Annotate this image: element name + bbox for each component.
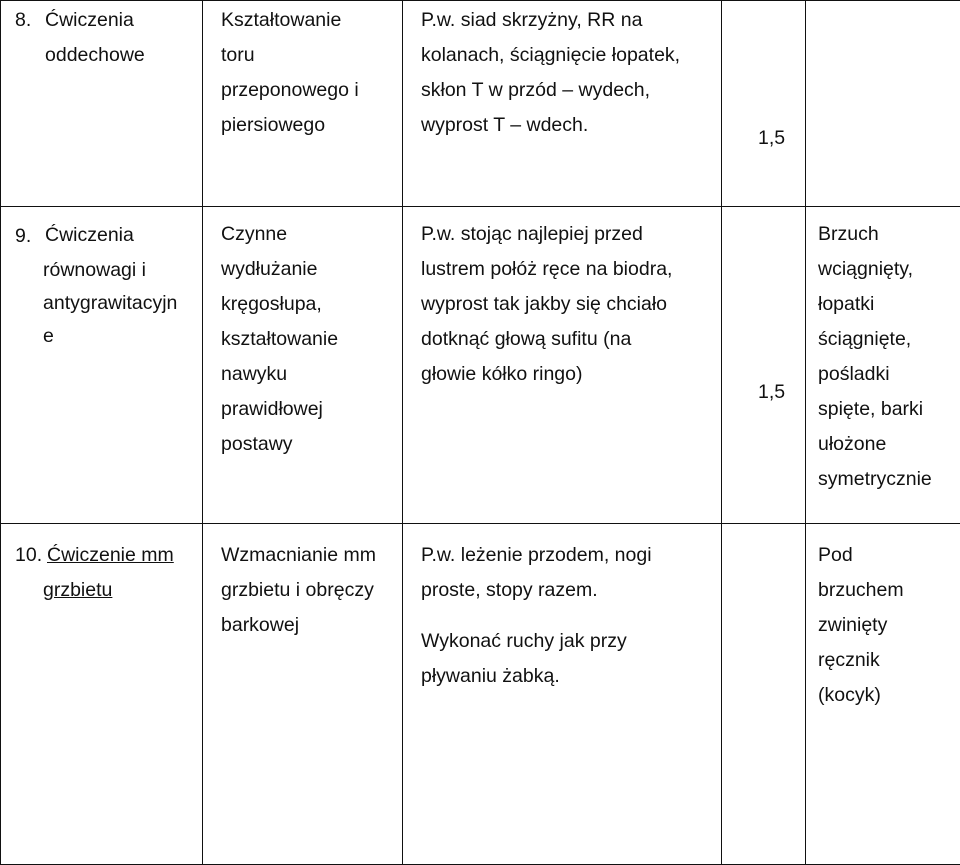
goal-line: kręgosłupa, [221,287,390,322]
exercise-description-cell [403,524,722,865]
exercise-title-cell [1,1,203,207]
note-line: zwinięty [818,608,948,643]
exercise-goal-cell [203,524,403,865]
goal-line: barkowej [221,608,390,643]
exercise-description-cell [403,1,722,207]
title-line: Ćwiczenia [45,3,190,38]
table-row [1,1,960,207]
title-line: Ćwiczenia [45,219,190,252]
note-line: ściągnięte, [818,322,948,357]
exercise-duration-cell [722,524,806,865]
note-line: Brzuch [818,217,948,252]
title-line: Ćwiczenie mm [47,538,190,573]
goal-line: Kształtowanie [221,3,390,38]
goal-line: kształtowanie [221,322,390,357]
exercise-number: 9. [15,219,45,254]
exercise-notes-cell [806,1,960,207]
goal-line: toru [221,38,390,73]
table-row [1,524,960,865]
exercise-title-cell [1,524,203,865]
description-line: P.w. leżenie przodem, nogi [421,538,709,573]
exercise-description-cell [403,207,722,524]
exercise-number: 8. [15,3,45,73]
note-line: symetrycznie [818,462,948,497]
note-line: ułożone [818,427,948,462]
exercise-goal-cell [203,207,403,524]
exercise-notes-cell [806,524,960,865]
goal-line: Wzmacnianie mm [221,538,390,573]
goal-line: Czynne [221,217,390,252]
note-line: brzuchem [818,573,948,608]
description-line: P.w. siad skrzyżny, RR na [421,3,709,38]
note-line: (kocyk) [818,678,948,713]
exercise-notes-cell [806,207,960,524]
note-line: łopatki [818,287,948,322]
description-line: skłon T w przód – wydech, [421,73,709,108]
note-line: spięte, barki [818,392,948,427]
description-line: lustrem połóż ręce na biodra, [421,252,709,287]
exercise-title-cell [1,207,203,524]
description-line: wyprost tak jakby się chciało [421,287,709,322]
description-line: pływaniu żabką. [421,659,709,694]
title-line: oddechowe [45,38,190,73]
title-line: grzbietu [43,579,112,601]
exercise-duration-cell [722,1,806,207]
table-row [1,207,960,524]
title-line: równowagi i [43,254,190,287]
description-line: kolanach, ściągnięcie łopatek, [421,38,709,73]
note-line: pośladki [818,357,948,392]
note-line: ręcznik [818,643,948,678]
title-line: e [43,320,190,353]
description-line: Wykonać ruchy jak przy [421,624,709,659]
goal-line: piersiowego [221,108,390,143]
duration-value: 1,5 [758,121,793,156]
goal-line: grzbietu i obręczy [221,573,390,608]
goal-line: przeponowego i [221,73,390,108]
goal-line: postawy [221,427,390,462]
goal-line: nawyku [221,357,390,392]
goal-line: prawidłowej [221,392,390,427]
goal-line: wydłużanie [221,252,390,287]
description-line: wyprost T – wdech. [421,108,709,143]
exercise-duration-cell [722,207,806,524]
description-line: P.w. stojąc najlepiej przed [421,217,709,252]
note-line: Pod [818,538,948,573]
exercise-number: 10. [15,538,47,573]
description-line: dotknąć głową sufitu (na [421,322,709,357]
duration-value: 1,5 [758,375,793,410]
description-line: głowie kółko ringo) [421,357,709,392]
title-line: antygrawitacyjn [43,287,190,320]
exercise-goal-cell [203,1,403,207]
description-line: proste, stopy razem. [421,573,709,608]
note-line: wciągnięty, [818,252,948,287]
